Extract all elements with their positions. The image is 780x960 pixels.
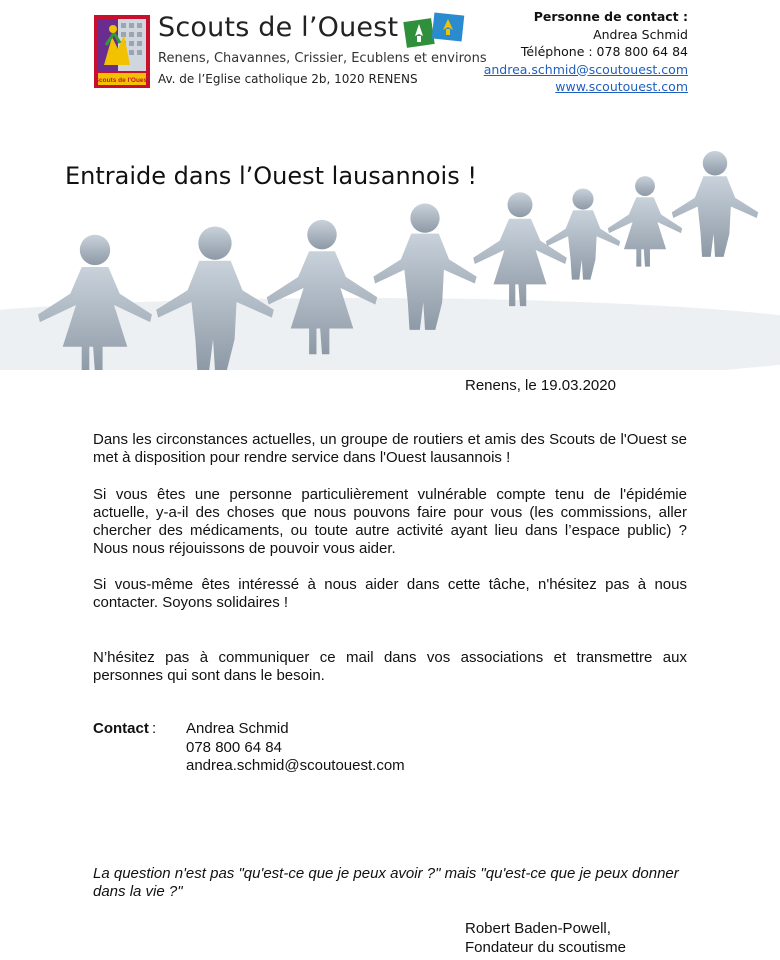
contact-box-name: Andrea Schmid (593, 26, 688, 42)
scouts-logo (94, 15, 150, 88)
letter-date: Renens, le 19.03.2020 (465, 377, 616, 394)
contact-label: Contact (93, 720, 149, 737)
contact-box-phone: Téléphone : 078 800 64 84 (520, 44, 688, 59)
org-subtitle: Renens, Chavannes, Crissier, Ecublens et environs (158, 51, 487, 66)
baden-powell-quote: La question n'est pas "qu'est-ce que je peux avoir ?" mais "qu'est-ce que je peux donner dans la vie ?" (93, 865, 679, 900)
paragraph-volunteer: Si vous-même êtes intéressé à nous aider dans cette tâche, n'hésitez pas à nous contacter. Soyons solidaires ! (93, 576, 687, 611)
scout-emblems (403, 12, 465, 48)
contact-box-title: Personne de contact : (533, 9, 688, 24)
signature-title: Fondateur du scoutisme (465, 938, 626, 956)
contact-name: Andrea Schmid (186, 720, 289, 737)
paragraph-intro: Dans les circonstances actuelles, un groupe de routiers et amis des Scouts de l'Ouest se met à disposition pour rendre service dans l'Ouest lausannois ! (93, 431, 687, 466)
logo-text: Scouts de l'Ouest (94, 77, 150, 84)
org-name: Scouts de l’Ouest (158, 12, 399, 43)
contact-colon: : (152, 720, 157, 737)
contact-email: andrea.schmid@scoutouest.com (186, 757, 405, 774)
paragraph-share: N’hésitez pas à communiquer ce mail dans vos associations et transmettre aux personnes qui sont dans le besoin. (93, 649, 687, 684)
contact-phone: 078 800 64 84 (186, 738, 282, 756)
signature (465, 920, 626, 957)
signature-name: Robert Baden-Powell, (465, 920, 611, 937)
paragraph-vulnerable: Si vous êtes une personne particulièrement vulnérable compte tenu de l'épidémie actuelle, y-a-il des choses que nous pouvons faire pour vous (les commissions, aller chercher des médicaments, ou toute autre activité ayant lieu dans l’espace public) ? Nous nous réjouissons de pouvoir vous aider. (93, 486, 687, 557)
org-address: Av. de l’Eglise catholique 2b, 1020 RENENS (158, 72, 418, 86)
contact-details (186, 720, 405, 776)
contact-email-link[interactable]: andrea.schmid@scoutouest.com (483, 61, 688, 77)
website-link[interactable]: www.scoutouest.com (555, 79, 688, 94)
contact-box (484, 8, 688, 96)
banner-title: Entraide dans l’Ouest lausannois ! (65, 162, 477, 190)
